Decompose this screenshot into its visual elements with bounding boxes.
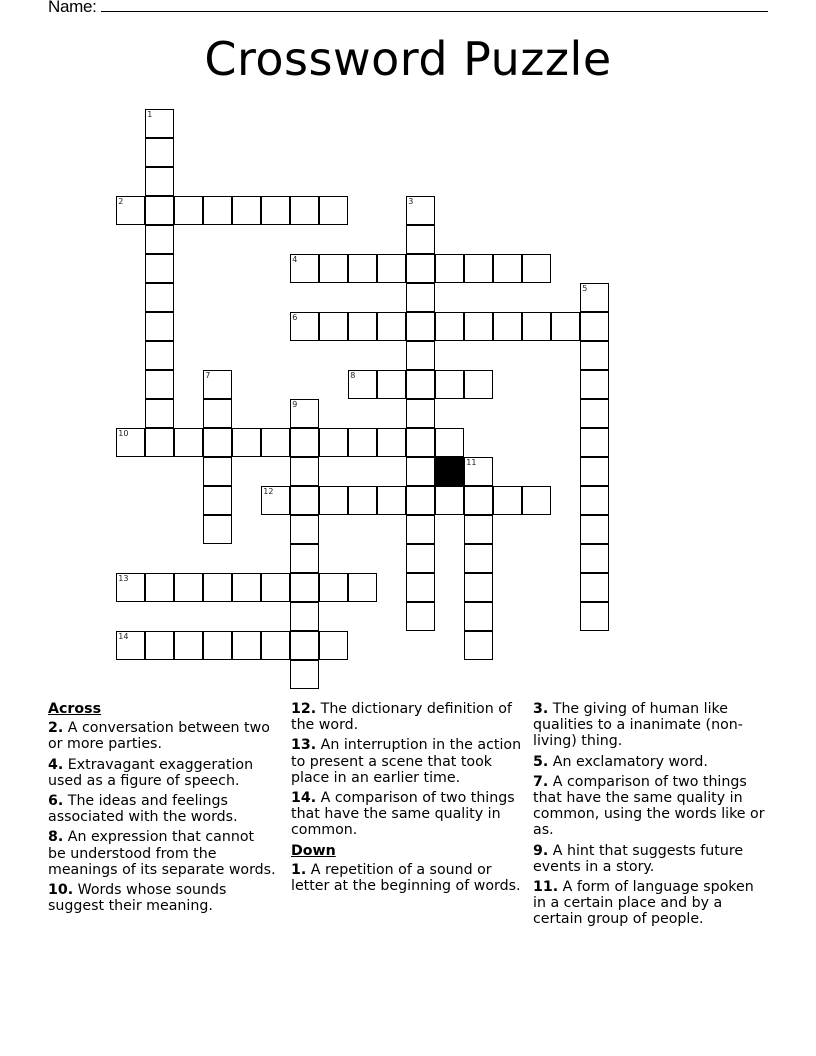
grid-cell[interactable] <box>406 196 435 225</box>
grid-cell[interactable] <box>464 312 493 341</box>
clues-column-3 <box>533 701 768 932</box>
grid-cell[interactable] <box>319 428 348 457</box>
grid-cell[interactable] <box>290 457 319 486</box>
grid-cell[interactable] <box>406 457 435 486</box>
grid-cell[interactable] <box>290 399 319 428</box>
grid-cell[interactable] <box>464 370 493 399</box>
grid-cell[interactable] <box>232 196 261 225</box>
grid-cell[interactable] <box>290 660 319 689</box>
grid-cell[interactable] <box>145 370 174 399</box>
grid-cell[interactable] <box>145 283 174 312</box>
grid-cell[interactable] <box>319 254 348 283</box>
grid-cell[interactable] <box>290 486 319 515</box>
grid-cell[interactable] <box>580 515 609 544</box>
grid-cell[interactable] <box>174 428 203 457</box>
grid-cell[interactable] <box>580 573 609 602</box>
grid-cell[interactable] <box>145 254 174 283</box>
grid-cell[interactable] <box>406 573 435 602</box>
across-heading: Across <box>48 701 102 717</box>
grid-cell[interactable] <box>580 486 609 515</box>
grid-cell[interactable] <box>203 370 232 399</box>
grid-cell[interactable] <box>174 631 203 660</box>
grid-cell[interactable] <box>203 573 232 602</box>
grid-cell[interactable] <box>145 631 174 660</box>
grid-cell[interactable] <box>232 573 261 602</box>
clue-number: 2 <box>118 197 124 207</box>
grid-cell[interactable] <box>290 573 319 602</box>
clue-number: 9 <box>292 400 298 410</box>
grid-cell[interactable] <box>522 254 551 283</box>
grid-cell[interactable] <box>348 428 377 457</box>
grid-cell[interactable] <box>145 138 174 167</box>
grid-cell[interactable] <box>464 457 493 486</box>
clue-number: 1 <box>147 110 153 120</box>
grid-cell[interactable] <box>406 428 435 457</box>
grid-cell[interactable] <box>203 457 232 486</box>
grid-cell[interactable] <box>290 254 319 283</box>
grid-cell[interactable] <box>203 428 232 457</box>
grid-cell[interactable] <box>232 631 261 660</box>
grid-cell[interactable] <box>464 602 493 631</box>
grid-cell[interactable] <box>145 109 174 138</box>
grid-cell[interactable] <box>464 631 493 660</box>
clue-number: 12 <box>263 487 274 497</box>
grid-cell[interactable] <box>116 631 145 660</box>
grid-cell[interactable] <box>377 370 406 399</box>
grid-cell[interactable] <box>290 602 319 631</box>
clue-number: 13 <box>118 574 129 584</box>
grid-cell[interactable] <box>464 544 493 573</box>
grid-cell[interactable] <box>464 254 493 283</box>
grid-cell[interactable] <box>319 486 348 515</box>
grid-cell[interactable] <box>580 341 609 370</box>
clue-number: 3 <box>408 197 414 207</box>
clues-column-2 <box>291 701 526 898</box>
grid-cell[interactable] <box>580 457 609 486</box>
grid-cell[interactable] <box>203 196 232 225</box>
grid-cell[interactable] <box>406 254 435 283</box>
grid-cell[interactable] <box>203 631 232 660</box>
page-title: Crossword Puzzle <box>204 32 612 86</box>
grid-cell[interactable] <box>290 196 319 225</box>
grid-cell[interactable] <box>435 428 464 457</box>
clue-across-10: 10. Words whose sounds suggest their meaning. <box>48 882 227 915</box>
clue-number: 7 <box>205 371 211 381</box>
grid-cell[interactable] <box>464 573 493 602</box>
grid-cell[interactable] <box>348 486 377 515</box>
clue-down-5: 5. An exclamatory word. <box>533 753 708 770</box>
grid-cell[interactable] <box>319 196 348 225</box>
grid-cell[interactable] <box>145 225 174 254</box>
down-heading: Down <box>291 842 336 859</box>
clue-down-9: 9. A hint that suggests future events in a story. <box>533 842 744 875</box>
grid-cell[interactable] <box>348 312 377 341</box>
clue-number: 6 <box>292 313 298 323</box>
grid-cell[interactable] <box>116 428 145 457</box>
grid-cell[interactable] <box>377 428 406 457</box>
grid-cell[interactable] <box>435 486 464 515</box>
grid-cell[interactable] <box>580 370 609 399</box>
grid-cell[interactable] <box>580 312 609 341</box>
grid-cell[interactable] <box>261 486 290 515</box>
grid-cell[interactable] <box>377 486 406 515</box>
clue-across-2: 2. A conversation between two or more parties. <box>48 720 270 753</box>
clue-down-1: 1. A repetition of a sound or letter at the beginning of words. <box>291 861 521 895</box>
clue-down-7: 7. A comparison of two things that have the same quality in common, using the words like or as. <box>533 773 765 839</box>
grid-cell[interactable] <box>580 428 609 457</box>
grid-cell[interactable] <box>290 631 319 660</box>
grid-cell[interactable] <box>435 370 464 399</box>
grid-cell[interactable] <box>145 573 174 602</box>
grid-cell[interactable] <box>551 312 580 341</box>
grid-cell[interactable] <box>377 254 406 283</box>
grid-cell[interactable] <box>145 196 174 225</box>
grid-cell[interactable] <box>348 573 377 602</box>
grid-cell[interactable] <box>348 254 377 283</box>
grid-cell[interactable] <box>116 196 145 225</box>
grid-cell[interactable] <box>290 515 319 544</box>
grid-cell[interactable] <box>261 573 290 602</box>
grid-cell[interactable] <box>406 370 435 399</box>
grid-cell[interactable] <box>174 573 203 602</box>
grid-cell[interactable] <box>493 312 522 341</box>
name-label: Name: <box>48 0 97 16</box>
grid-cell[interactable] <box>580 544 609 573</box>
clue-across-14: 14. A comparison of two things that have the same quality in common. <box>291 790 515 839</box>
grid-cell[interactable] <box>406 486 435 515</box>
grid-cell[interactable] <box>435 254 464 283</box>
grid-cell[interactable] <box>261 631 290 660</box>
grid-cell[interactable] <box>377 312 406 341</box>
grid-cell[interactable] <box>203 515 232 544</box>
grid-cell[interactable] <box>145 167 174 196</box>
grid-cell[interactable] <box>493 254 522 283</box>
grid-cell[interactable] <box>232 428 261 457</box>
clue-down-3: 3. The giving of human like qualities to a inanimate (non-living) thing. <box>533 701 743 750</box>
clue-number: 4 <box>292 255 298 265</box>
clue-across-6: 6. The ideas and feelings associated with the words. <box>48 793 238 826</box>
grid-cell[interactable] <box>493 486 522 515</box>
grid-cell[interactable] <box>522 486 551 515</box>
clue-number: 5 <box>582 284 588 294</box>
grid-cell[interactable] <box>580 399 609 428</box>
grid-cell[interactable] <box>522 312 551 341</box>
clue-number: 8 <box>350 371 356 381</box>
grid-cell[interactable] <box>406 399 435 428</box>
grid-cell[interactable] <box>464 486 493 515</box>
grid-cell[interactable] <box>406 312 435 341</box>
grid-cell[interactable] <box>261 196 290 225</box>
clue-down-11: 11. A form of language spoken in a certain place and by a certain group of people. <box>533 879 754 928</box>
clue-across-12: 12. The dictionary definition of the word. <box>291 701 512 734</box>
grid-cell[interactable] <box>319 312 348 341</box>
clue-across-4: 4. Extravagant exaggeration used as a figure of speech. <box>48 756 254 789</box>
grid-cell[interactable] <box>290 544 319 573</box>
grid-cell[interactable] <box>145 428 174 457</box>
grid-cell[interactable] <box>464 515 493 544</box>
grid-cell[interactable] <box>319 631 348 660</box>
grid-cell[interactable] <box>203 399 232 428</box>
grid-cell[interactable] <box>580 283 609 312</box>
clue-across-8: 8. An expression that cannot be understood from the meanings of its separate words. <box>48 829 276 878</box>
grid-cell[interactable] <box>406 283 435 312</box>
grid-cell[interactable] <box>116 573 145 602</box>
grid-cell[interactable] <box>406 341 435 370</box>
grid-cell[interactable] <box>406 515 435 544</box>
grid-cell[interactable] <box>174 196 203 225</box>
grid-cell[interactable] <box>406 225 435 254</box>
grid-cell[interactable] <box>290 428 319 457</box>
grid-cell[interactable] <box>261 428 290 457</box>
grid-cell[interactable] <box>290 312 319 341</box>
grid-cell[interactable] <box>580 602 609 631</box>
clue-across-13: 13. An interruption in the action to present a scene that took place in an earlier time. <box>291 737 522 786</box>
grid-cell[interactable] <box>406 544 435 573</box>
grid-cell[interactable] <box>435 312 464 341</box>
clue-number: 11 <box>466 458 477 468</box>
grid-cell[interactable] <box>203 486 232 515</box>
grid-cell[interactable] <box>145 341 174 370</box>
clue-number: 14 <box>118 632 129 642</box>
grid-cell[interactable] <box>145 399 174 428</box>
grid-cell[interactable] <box>348 370 377 399</box>
clue-number: 10 <box>118 429 129 439</box>
grid-cell[interactable] <box>145 312 174 341</box>
clues-column-1 <box>48 701 276 918</box>
grid-cell[interactable] <box>406 602 435 631</box>
black-cell <box>435 457 464 486</box>
grid-cell[interactable] <box>319 573 348 602</box>
